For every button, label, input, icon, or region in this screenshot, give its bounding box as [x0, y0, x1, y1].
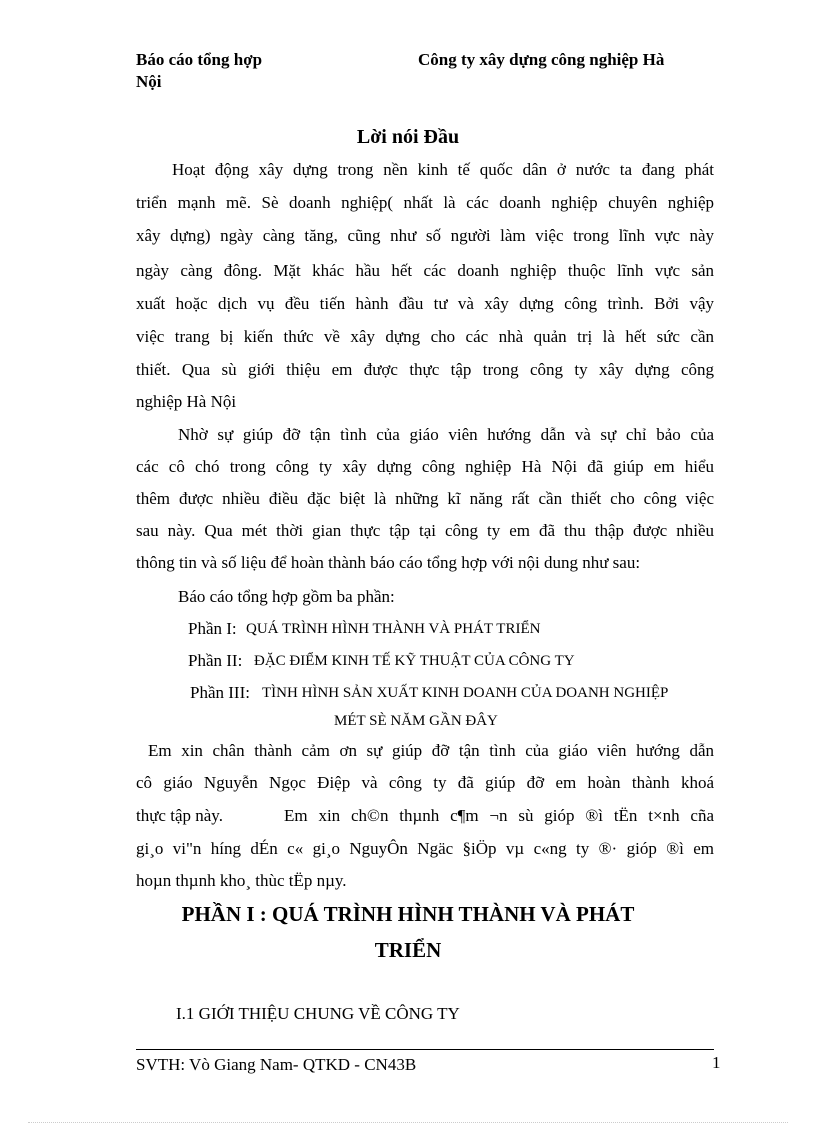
footer-author: SVTH: Vò Giang Nam- QTKD - CN43B [136, 1055, 417, 1074]
para3-line: Em xin chân thành cảm ơn sự giúp đỡ tận tình của giáo viên hướng dẫn [148, 741, 714, 760]
para1-line: triển mạnh mẽ. Sè doanh nghiệp( nhất là các doanh nghiệp chuyên nghiệp [136, 193, 714, 212]
para3-line3-a: thực tập này. [136, 806, 223, 825]
para1-line: việc trang bị kiến thức về xây dựng cho các nhà quản trị là hết sức cần [136, 327, 714, 346]
page-title: Lời nói Đầu [356, 126, 460, 148]
part2-label: Phần II: [188, 651, 243, 670]
part3-label: Phần III: [190, 683, 250, 702]
para1-line: ngày càng đông. Mặt khác hầu hết các doanh nghiệp thuộc lĩnh vực sản [136, 261, 714, 280]
para1-line: Hoạt động xây dựng trong nền kinh tế quốc dân ở nước ta đang phát [172, 160, 714, 179]
part1-label: Phần I: [188, 619, 237, 638]
header-left-title-cont: Nội [136, 72, 162, 91]
footer-rule [136, 1049, 714, 1050]
part3-text-cont: MÉT SÈ NĂM GẦN ĐÂY [334, 713, 498, 729]
para3-line: cô giáo Nguyễn Ngọc Điệp và công ty đã giúp đỡ em hoàn thành khoá [136, 773, 714, 792]
part1-text: QUÁ TRÌNH HÌNH THÀNH VÀ PHÁT TRIỂN [246, 621, 541, 637]
section-heading-cont: TRIỂN [374, 938, 442, 962]
para2-line: thêm được nhiều điều đặc biệt là những kĩ năng rất cần thiết cho công việc [136, 489, 714, 508]
header-left-title: Báo cáo tổng hợp [136, 50, 263, 69]
subsection-heading: I.1 GIỚI THIỆU CHUNG VỀ CÔNG TY [176, 1004, 460, 1023]
para1-line: xây dựng) ngày càng tăng, cũng như số người làm việc trong lĩnh vực này [136, 226, 714, 245]
para3-garbled-line: gi¸o vi"n híng dÉn c« gi¸o NguyÔn Ngäc §iÖp vµ c«ng ty ®· gióp ®ì em [136, 839, 714, 858]
para2-line-last: thông tin và số liệu để hoàn thành báo cáo tổng hợp với nội dung như sau: [136, 553, 641, 572]
para1-line-last: nghiệp Hà Nội [136, 392, 237, 411]
para2-line: Nhờ sự giúp đỡ tận tình của giáo viên hướng dẫn và sự chỉ bảo của [178, 425, 714, 444]
para3-line3-b: Em xin ch©n thµnh c¶m ¬n sù gióp ®ì tËn t×nh cña [284, 806, 714, 825]
section-heading: PHẦN I : QUÁ TRÌNH HÌNH THÀNH VÀ PHÁT [181, 902, 635, 926]
para2-line: sau này. Qua mét thời gian thực tập tại công ty em đã thu thập được nhiều [136, 521, 714, 540]
para1-line: thiết. Qua sù giới thiệu em được thực tập trong công ty xây dựng công [136, 360, 714, 379]
page-number: 1 [712, 1053, 721, 1072]
header-right-company: Công ty xây dựng công nghiệp Hà [418, 50, 665, 69]
para3-garbled-line-last: hoµn thµnh kho¸ thùc tËp nµy. [136, 871, 347, 890]
para2-line: các cô chó trong công ty xây dựng công nghiệp Hà Nội đã giúp em hiểu [136, 457, 714, 476]
part2-text: ĐẶC ĐIỂM KINH TẾ KỸ THUẬT CỦA CÔNG TY [254, 653, 575, 669]
part3-text: TÌNH HÌNH SẢN XUẤT KINH DOANH CỦA DOANH NGHIỆP [262, 685, 669, 701]
para1-line: xuất hoặc dịch vụ đều tiến hành đầu tư và xây dựng công trình. Bởi vậy [136, 294, 714, 313]
parts-intro: Báo cáo tổng hợp gồm ba phần: [178, 587, 395, 606]
